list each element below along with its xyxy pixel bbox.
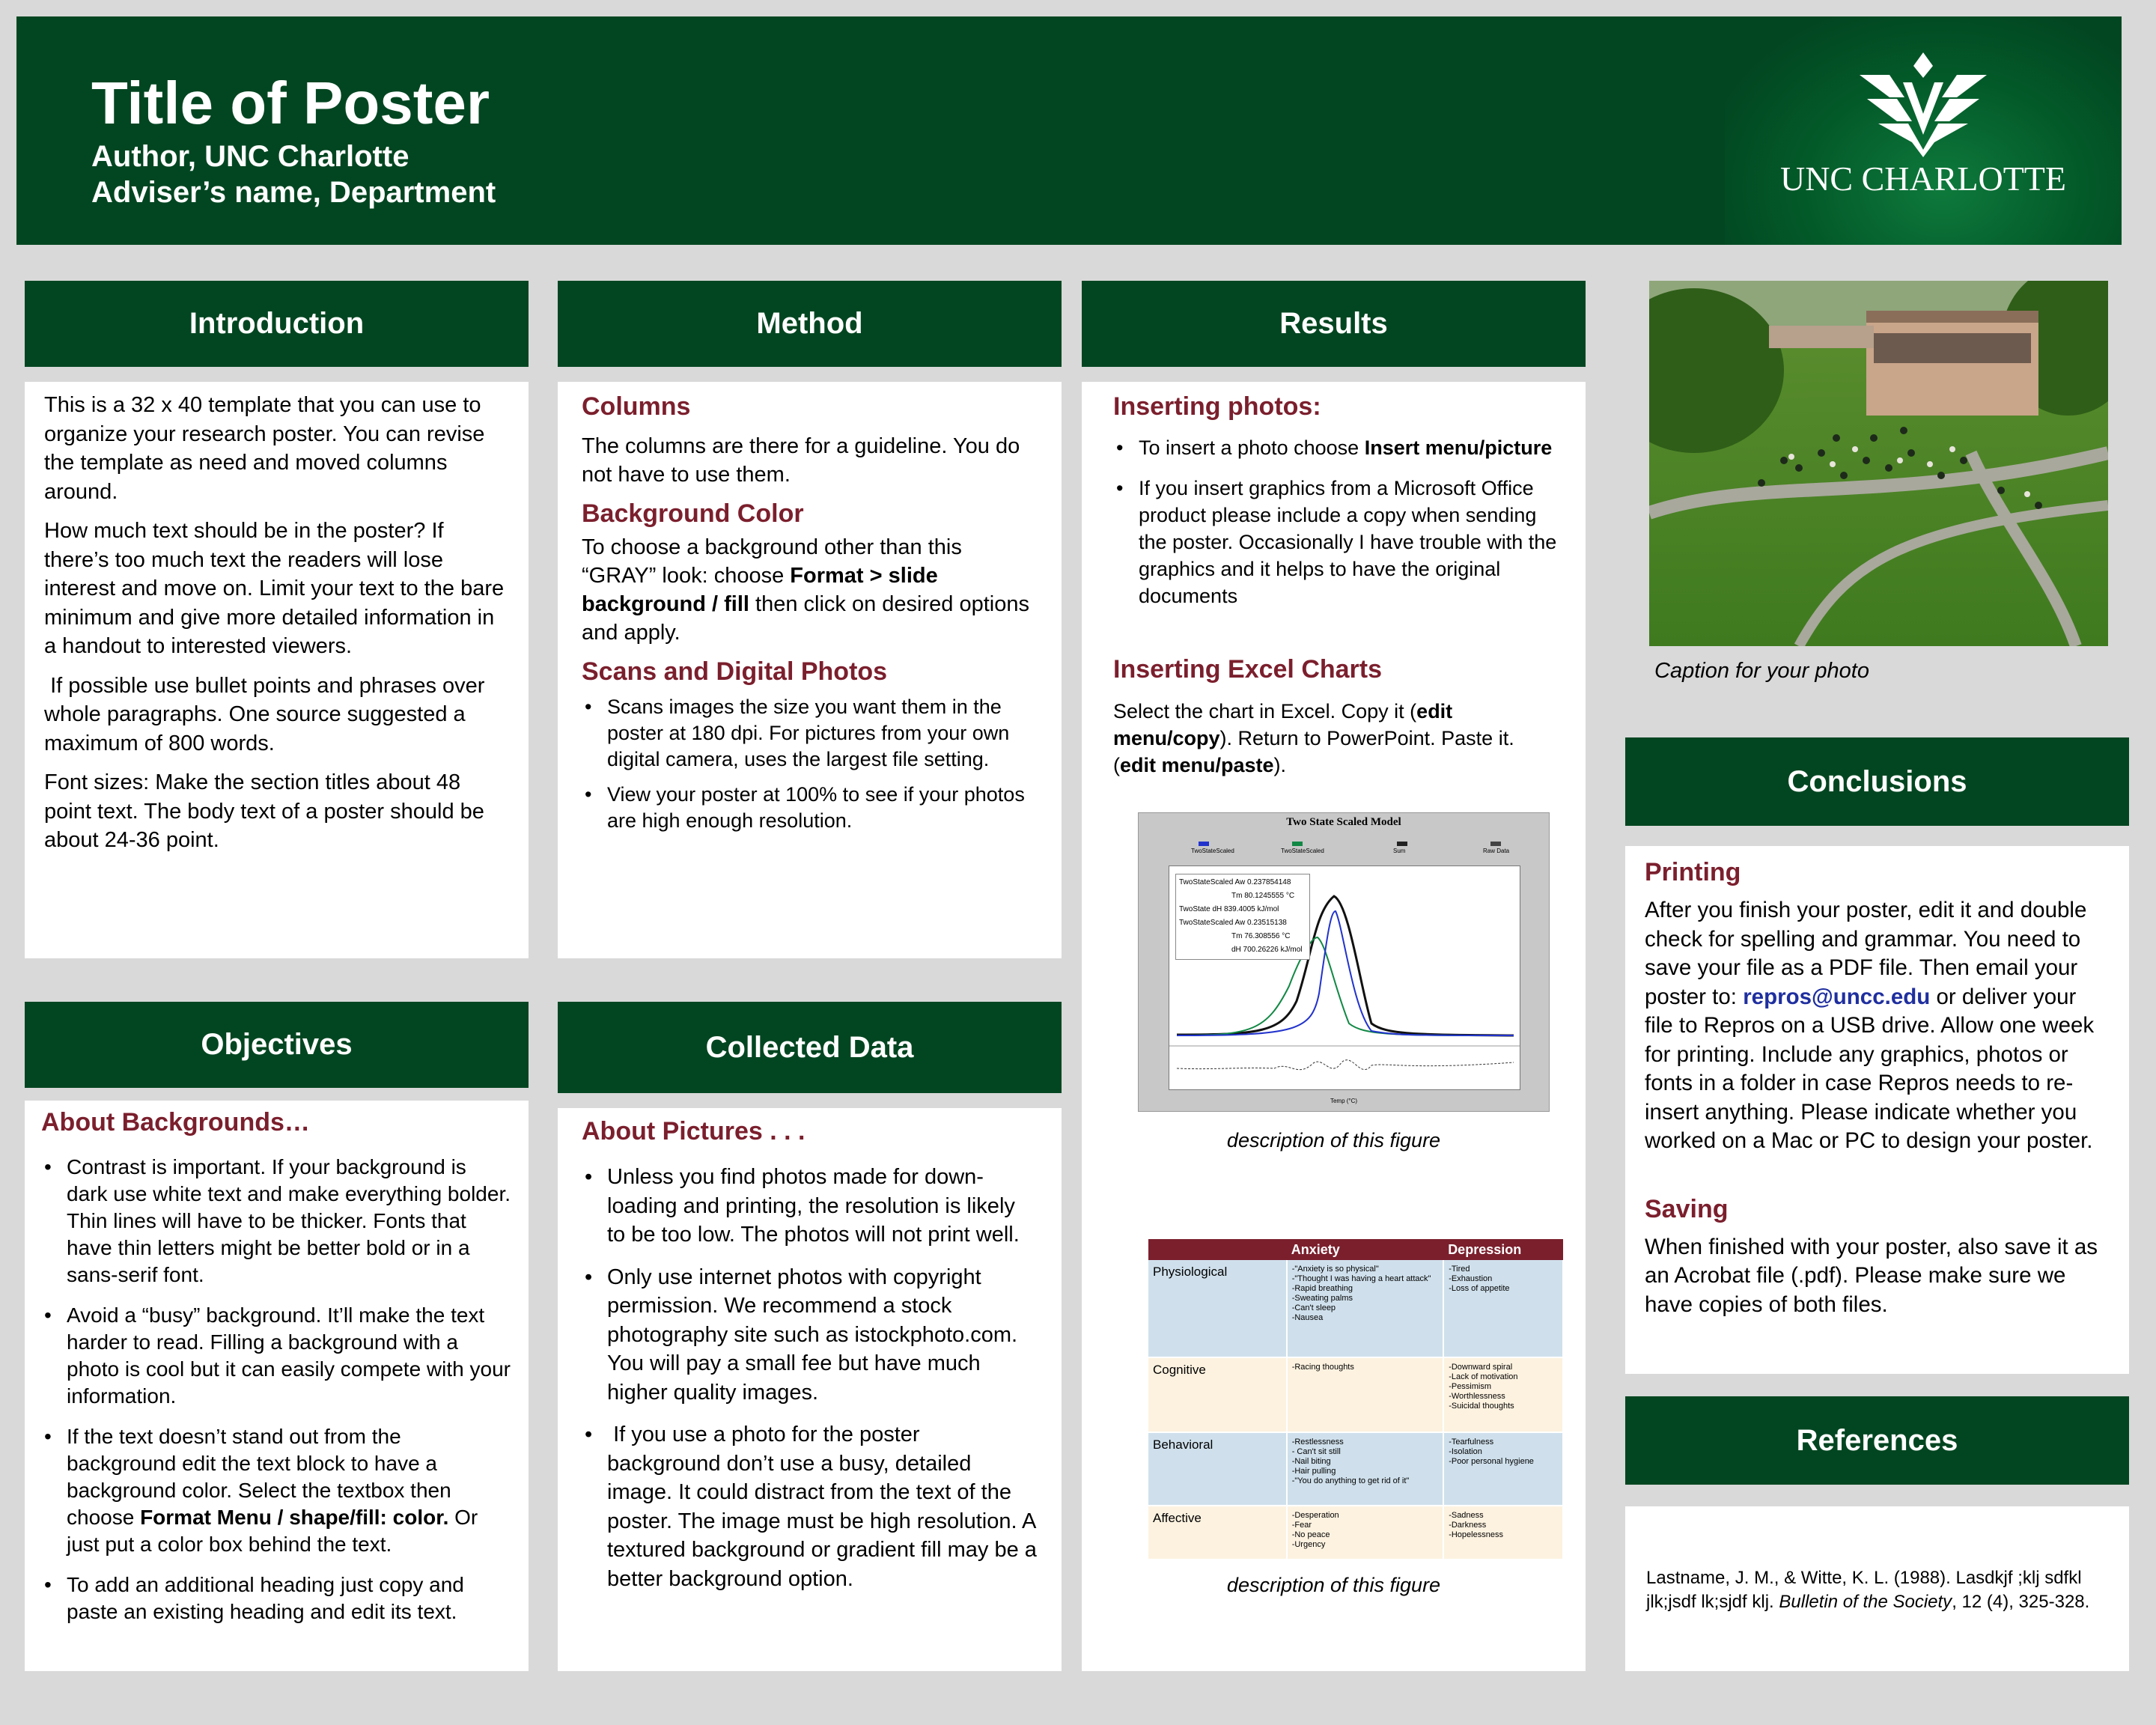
list-item	[1113, 434, 1562, 461]
legend-entry: TwoStateScaled	[1191, 848, 1234, 854]
collected-data-panel	[558, 1108, 1062, 1671]
references-panel	[1625, 1506, 2129, 1671]
text-run: ).	[1273, 754, 1287, 776]
objectives-subheading: About Backgrounds…	[41, 1108, 310, 1137]
fit-row: dH 700.26226 kJ/mol	[1231, 946, 1303, 954]
table-cell: -Downward spiral -Lack of motivation -Pessimism -Worthlessness -Suicidal thoughts	[1443, 1357, 1563, 1432]
pictures-subheading: About Pictures . . .	[582, 1117, 806, 1146]
text-run: After you finish your poster, edit it and double check for spelling and grammar. You need to save your file as a PDF file. Then email your poster to:	[1645, 898, 2087, 1009]
results-panel	[1082, 382, 1586, 1671]
inserting-photos-subheading: Inserting photos:	[1113, 392, 1321, 421]
list-item: • Only use internet photos with copyright permission. We recommend a stock photography site such as istockphoto.com. You will pay a small fee but have much higher quality images.	[582, 1263, 1038, 1408]
poster-author: Author, UNC Charlotte	[91, 140, 409, 173]
fit-row: TwoState dH 839.4005 kJ/mol	[1179, 905, 1279, 913]
saving-subheading: Saving	[1645, 1194, 1729, 1223]
symptoms-table-figure	[1148, 1239, 1564, 1560]
chart-x-label: Temp (°C)	[1330, 1098, 1358, 1104]
chart-title: Two State Scaled Model	[1286, 816, 1401, 828]
list-item: • Scans images the size you want them in the poster at 180 dpi. For pictures from your own digital camera, uses the largest file setting.	[582, 694, 1038, 773]
references-heading: References	[1625, 1396, 2129, 1485]
table-cell: -Restlessness - Can't sit still -Nail biting -Hair pulling -"You do anything to get rid of it"	[1287, 1432, 1443, 1506]
list-item: • Avoid a “busy” background. It’ll make the text harder to read. Filling a background with a photo is cool but it can easily compete with your information.	[41, 1302, 512, 1410]
poster-header	[16, 16, 2122, 245]
table-row	[1148, 1432, 1563, 1506]
list-item: • Unless you find photos made for down-loading and printing, the resolution is likely to be too low. The photos will not print well.	[582, 1163, 1038, 1250]
text-bold: edit menu/copy	[1113, 700, 1453, 749]
item-text: If the text doesn’t stand out from the background edit the text block to have a background color. Select the textbox then choose	[67, 1425, 451, 1529]
campus-photo-image	[1649, 281, 2108, 646]
legend-entry: Raw Data	[1483, 848, 1510, 854]
scans-subheading: Scans and Digital Photos	[582, 657, 888, 686]
symptoms-table	[1148, 1239, 1564, 1560]
crown-logo-icon	[1845, 52, 2002, 157]
method-heading: Method	[558, 281, 1062, 367]
inserting-photos-list	[1113, 434, 1562, 623]
intro-paragraph: If possible use bullet points and phrases over whole paragraphs. One source suggested a maximum of 800 words.	[44, 673, 491, 755]
objectives-list	[41, 1154, 512, 1625]
chart-plot-area	[1169, 865, 1520, 1090]
conclusions-heading: Conclusions	[1625, 737, 2129, 826]
item-bold: Format Menu / shape/fill: color.	[140, 1506, 449, 1529]
list-item: • If you use a photo for the poster background don’t use a busy, detailed image. It could distract from the text of the poster. The image must be high resolution. A textured background or gradient fill may be a better background option.	[582, 1420, 1038, 1593]
row-label: Affective	[1148, 1506, 1287, 1560]
list-item: • Contrast is important. If your background is dark use white text and make everything bolder. Thin lines will have to be thicker. Fonts that have thin letters might be better bold or in a sans-serif font.	[41, 1154, 512, 1289]
objectives-heading: Objectives	[25, 1002, 529, 1088]
melt-curve-chart	[1138, 812, 1550, 1112]
table-cell: -Sadness -Darkness -Hopelessness	[1443, 1506, 1563, 1560]
legend-swatch	[1292, 842, 1303, 846]
row-label: Cognitive	[1148, 1357, 1287, 1432]
table-cell: -Tired -Exhaustion -Loss of appetite	[1443, 1260, 1563, 1357]
method-panel	[558, 382, 1062, 958]
objectives-panel	[25, 1101, 529, 1671]
table-row	[1148, 1506, 1563, 1560]
inserting-excel-subheading: Inserting Excel Charts	[1113, 655, 1383, 684]
introduction-heading: Introduction	[25, 281, 529, 367]
legend-swatch	[1199, 842, 1209, 846]
photo-caption: Caption for your photo	[1654, 659, 1869, 683]
figure-2-caption: description of this figure	[1226, 1574, 1441, 1596]
columns-text: The columns are there for a guideline. You do not have to use them.	[582, 434, 1020, 487]
reference-text: , 12 (4), 325-328.	[1952, 1592, 2090, 1612]
legend-swatch	[1397, 842, 1407, 846]
printing-subheading: Printing	[1645, 858, 1741, 886]
fit-row: Tm 76.308556 °C	[1231, 932, 1291, 940]
legend-entry: TwoStateScaled	[1281, 848, 1324, 854]
table-cell: -Desperation -Fear -No peace -Urgency	[1287, 1506, 1443, 1560]
text-bold: Format > slide background / fill	[582, 564, 938, 616]
conclusions-panel	[1625, 846, 2129, 1374]
university-logo	[1725, 16, 2122, 245]
poster-title: Title of Poster	[91, 70, 490, 136]
background-color-text	[582, 533, 1038, 647]
campus-photo	[1649, 281, 2108, 646]
text-bold: edit menu/paste	[1120, 754, 1274, 776]
table-cell: -Racing thoughts	[1287, 1357, 1443, 1432]
legend-entry: Sum	[1393, 848, 1406, 854]
fit-row: Tm 80.1245555 °C	[1231, 892, 1295, 900]
inserting-excel-text	[1113, 698, 1562, 779]
list-item: • To add an additional heading just copy and paste an existing heading and edit its text.	[41, 1572, 512, 1625]
logo-wordmark: UNC CHARLOTTE	[1779, 159, 2067, 198]
columns-subheading: Columns	[582, 392, 691, 421]
text-run: To choose a background other than this “GRAY” look: choose	[582, 535, 962, 588]
email-link[interactable]: repros@uncc.edu	[1743, 984, 1931, 1009]
table-row	[1148, 1260, 1563, 1357]
intro-paragraph: Font sizes: Make the section titles about 48 point text. The body text of a poster should be about 24-36 point.	[44, 770, 484, 852]
residual-line	[1177, 1060, 1514, 1070]
pictures-list	[582, 1163, 1043, 1593]
table-row	[1148, 1357, 1563, 1432]
legend-swatch	[1490, 842, 1501, 846]
fit-row: TwoStateScaled Aw 0.23515138	[1179, 919, 1287, 927]
intro-paragraph: This is a 32 x 40 template that you can use to organize your research poster. You can revise the template as need and moved columns around.	[44, 393, 485, 504]
reference-text: Lastname, J. M., & Witte, K. L. (1988). Lasdkjf ;klj sdfkl jlk;jsdf lk;sjdf klj.	[1646, 1568, 2082, 1612]
printing-text	[1645, 896, 2110, 1156]
scans-list	[582, 694, 1038, 834]
list-item	[41, 1423, 512, 1558]
fit-results-box	[1175, 874, 1310, 960]
text-bold: Insert menu/picture	[1364, 436, 1553, 459]
table-header-cell	[1148, 1239, 1287, 1260]
intro-paragraph: How much text should be in the poster? If there’s too much text the readers will lose interest and move on. Limit your text to the bare minimum and give more detailed information in a handout to interested viewers.	[44, 519, 505, 658]
reference-journal: Bulletin of the Society	[1779, 1592, 1952, 1612]
table-header-cell: Depression	[1443, 1239, 1563, 1260]
row-label: Physiological	[1148, 1260, 1287, 1357]
table-header-cell: Anxiety	[1287, 1239, 1443, 1260]
text-run: To insert a photo choose	[1139, 436, 1365, 459]
table-cell: -Tearfulness -Isolation -Poor personal hygiene	[1443, 1432, 1563, 1506]
list-item: • View your poster at 100% to see if your photos are high enough resolution.	[582, 782, 1038, 834]
text-run: ). Return to PowerPoint. Paste it. (	[1113, 727, 1514, 776]
item-text: Or just put a color box behind the text.	[67, 1506, 478, 1556]
collected-data-heading: Collected Data	[558, 1002, 1062, 1093]
row-label: Behavioral	[1148, 1432, 1287, 1506]
saving-text: When finished with your poster, also save it as an Acrobat file (.pdf). Please make sure we have copies of both files.	[1645, 1234, 2098, 1317]
introduction-panel	[25, 382, 529, 958]
poster-adviser: Adviser’s name, Department	[91, 176, 496, 209]
results-heading: Results	[1082, 281, 1586, 367]
fit-row: TwoStateScaled Aw 0.237854148	[1179, 878, 1291, 886]
table-cell: -"Anxiety is so physical" -"Thought I was having a heart attack" -Rapid breathing -Sweating palms -Can't sleep -Nausea	[1287, 1260, 1443, 1357]
background-color-subheading: Background Color	[582, 499, 804, 528]
list-item: • If you insert graphics from a Microsoft Office product please include a copy when sending the poster. Occasionally I have trouble with the graphics and it helps to have the original documents	[1113, 475, 1562, 609]
text-run: then click on desired options and apply.	[582, 592, 1029, 645]
text-run: Select the chart in Excel. Copy it (	[1113, 700, 1417, 722]
figure-1-caption: description of this figure	[1226, 1129, 1441, 1151]
text-run: or deliver your file to Repros on a USB drive. Allow one week for printing. Include any graphics, photos or fonts in a folder in case Repros needs to re-insert anything. Please indicate whether you worked on a Mac or PC to design your poster.	[1645, 984, 2095, 1153]
